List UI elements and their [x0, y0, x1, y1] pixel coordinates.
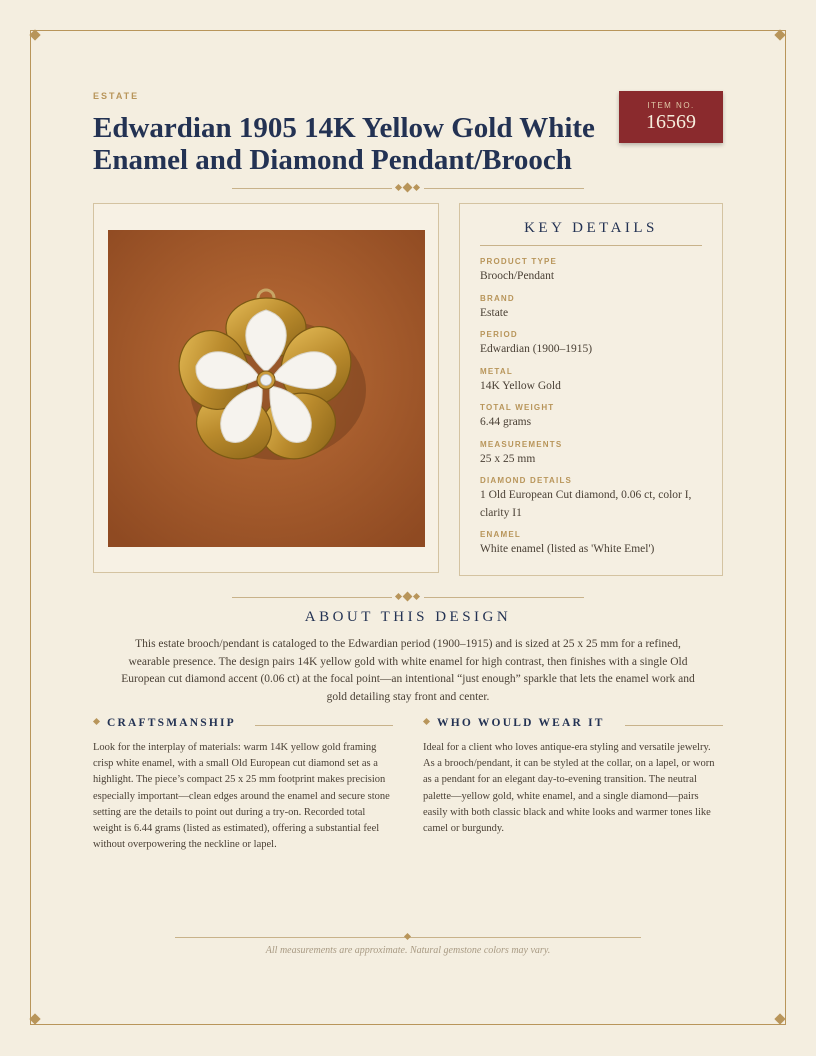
detail-label: DIAMOND DETAILS: [480, 476, 573, 485]
detail-metal: [480, 367, 705, 395]
title-divider: [232, 183, 584, 193]
detail-measurements: [480, 440, 705, 468]
detail-value: Edwardian (1900–1915): [480, 343, 593, 355]
detail-label: BRAND: [480, 294, 515, 303]
key-details-panel: [459, 203, 723, 576]
detail-value: 6.44 grams: [480, 416, 532, 428]
who-would-wear-heading: WHO WOULD WEAR IT: [437, 717, 605, 729]
about-body: This estate brooch/pendant is cataloged to the Edwardian period (1900–1915) and is sized at 25 x 25 mm for a refined, wearable presence. The design pairs 14K yellow gold with white enamel for high contrast, then finishes with a single Old European cut diamond accent (0.06 ct) at the focal point—an intentional “just enough” sparkle that lets the enamel work and gold detailing stay front and center.: [121, 638, 695, 703]
item-number-badge: [619, 91, 723, 143]
detail-product-type: [480, 257, 705, 285]
detail-enamel: [480, 530, 705, 558]
detail-brand: [480, 294, 705, 322]
detail-label: PRODUCT TYPE: [480, 257, 558, 266]
detail-total-weight: [480, 403, 705, 431]
who-would-wear-body: Ideal for a client who loves antique-era styling and versatile jewelry. As a brooch/pendant, it can be styled at the collar, on a lapel, or worn as a pendant for an elegant day-to-evening transition. The neutral palette—yellow gold, white enamel, and a single diamond—pairs easily with both classic black and white looks and warmer tones like camel or burgundy.: [423, 742, 715, 835]
detail-label: MEASUREMENTS: [480, 440, 563, 449]
detail-value: Estate: [480, 307, 509, 319]
page-title: Edwardian 1905 14K Yellow Gold White Enamel and Diamond Pendant/Brooch: [93, 112, 595, 176]
item-number-label: ITEM NO.: [647, 101, 695, 110]
about-divider: [232, 592, 584, 602]
who-would-wear-header: [423, 717, 723, 733]
detail-value: 14K Yellow Gold: [480, 380, 561, 392]
product-photo: [108, 230, 425, 547]
item-number-value: 16569: [646, 111, 696, 133]
detail-value: Brooch/Pendant: [480, 270, 555, 282]
about-heading: ABOUT THIS DESIGN: [304, 609, 512, 625]
product-photo-frame: [93, 203, 439, 573]
footer-disclaimer: All measurements are approximate. Natural gemstone colors may vary.: [265, 945, 551, 956]
detail-label: ENAMEL: [480, 530, 521, 539]
detail-label: METAL: [480, 367, 513, 376]
craftsmanship-heading: CRAFTSMANSHIP: [107, 717, 236, 729]
diamond-bullet-icon: [93, 717, 102, 726]
detail-label: PERIOD: [480, 330, 518, 339]
detail-label: TOTAL WEIGHT: [480, 403, 555, 412]
key-details-heading: KEY DETAILS: [524, 220, 658, 236]
diamond-bullet-icon: [423, 717, 432, 726]
detail-value: 25 x 25 mm: [480, 453, 536, 465]
craftsmanship-header: [93, 717, 393, 733]
detail-value: White enamel (listed as 'White Emel'): [480, 543, 655, 555]
detail-value: 1 Old European Cut diamond, 0.06 ct, color I, clarity I1: [480, 489, 692, 519]
key-details-rule: [480, 245, 702, 246]
detail-period: [480, 330, 705, 358]
category-eyebrow: ESTATE: [93, 91, 140, 101]
detail-diamond-details: [480, 476, 705, 522]
craftsmanship-body: Look for the interplay of materials: warm 14K yellow gold framing crisp white enamel, with a small Old European cut diamond set as a highlight. The piece’s compact 25 x 25 mm footprint makes precision especially important—clean edges around the enamel and secure stone setting are the details to point out during a try-on. Recorded total weight is 6.44 grams (listed as estimated), offering a substantial feel without overpowering the neckline or lapel.: [93, 742, 390, 851]
brooch-illustration: [108, 230, 425, 547]
